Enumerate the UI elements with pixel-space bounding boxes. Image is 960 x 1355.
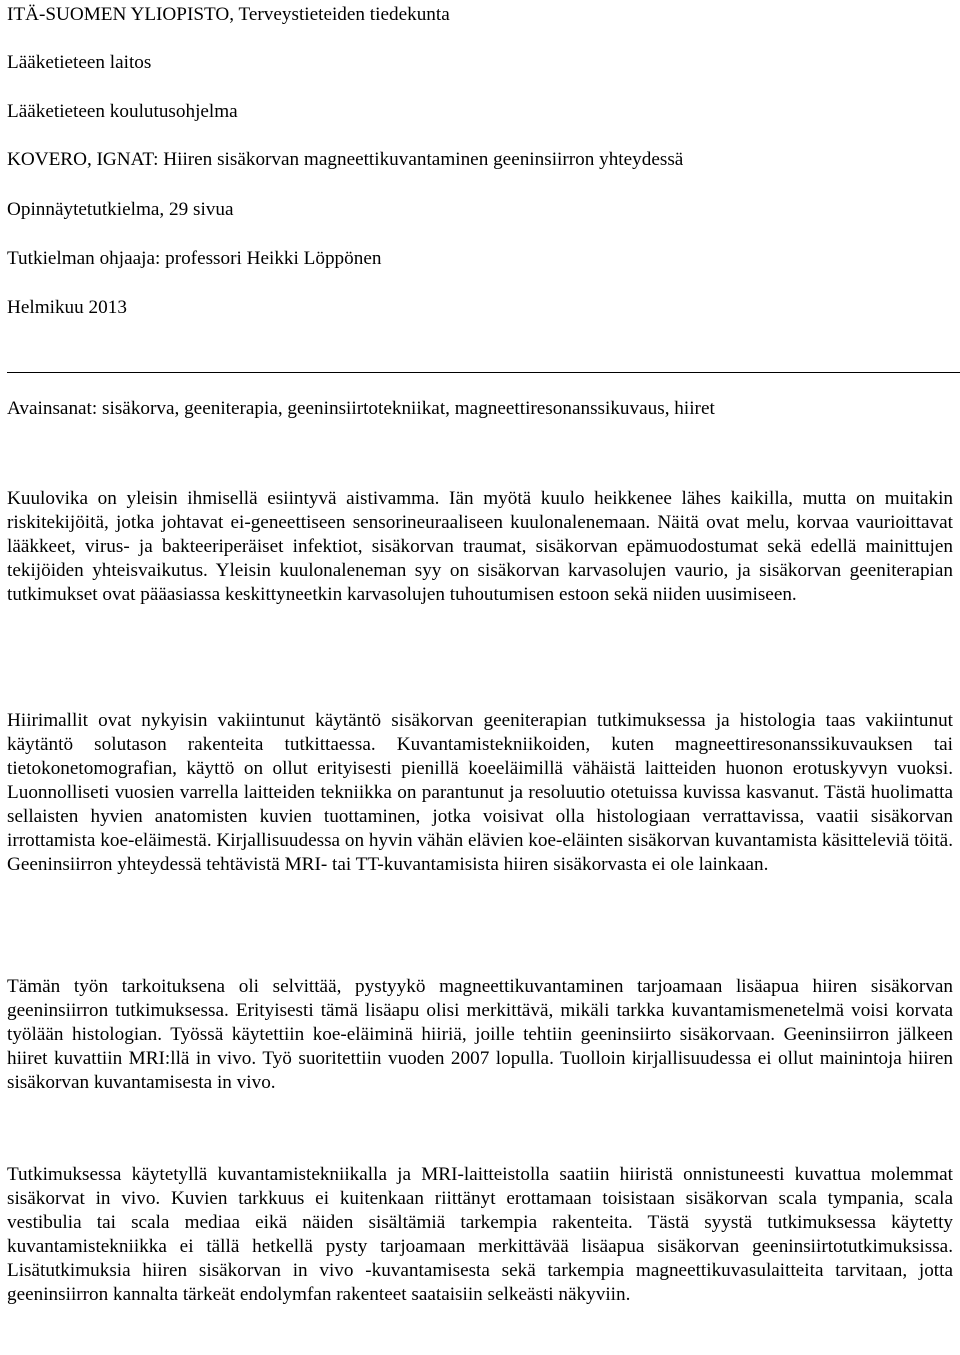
abstract-paragraph: Kuulovika on yleisin ihmisellä esiintyvä aistivamma. Iän myötä kuulo heikkenee lähes kaikilla, mutta on muitakin riskitekijöitä, jotka johtavat ei-geneettiseen sensorineuraaliseen kuulonalenemaan. Näitä ovat melu, korvaa vaurioittavat lääkkeet, virus- ja bakteeriperäiset infektiot, sisäkorvan traumat, sisäkorvan epämuodostumat sekä edellä mainittujen tekijöiden yhteisvaikutus. Yleisin kuulonaleneman syy on sisäkorvan karvasolujen vaurio, ja sisäkorvan geeniterapian tutkimukset ovat pääasiassa keskittyneetkin karvasolujen tuhoutumisen estoon sekä niiden uusimiseen. [7,488,953,605]
abstract-paragraph: Hiirimallit ovat nykyisin vakiintunut käytäntö sisäkorvan geeniterapian tutkimuksessa ja histologia taas vakiintunut käytäntö solutason rakenteita tutkittaessa. Kuvantamistekniikoiden, kuten magneettiresonanssikuvauksen tai tietokonetomografian, käyttö on ollut erityisesti pienillä koeeläimillä vähäistä laitteiden huonon erotuskyvyn vuoksi. Luonnolliseti vuosien varrella laitteiden tekniikka on parantunut ja resoluutio otetuissa kuvissa kasvanut. Tästä huolimatta sellaisten hyvien anatomisten kuvien tuottaminen, jotka voisivat olla histologiaan verrattavissa, vaatii sisäkorvan irrottamista koe-eläimestä. Kirjallisuudessa on hyvin vähän elävien koe-eläinten sisäkorvan kuvantamista käsitteleviä töitä. Geeninsiirron yhteydessä tehtävistä MRI- tai TT-kuvantamisista hiiren sisäkorvasta ei ole lainkaan. [7,710,953,875]
keywords-line [7,397,715,421]
programme-line: Lääketieteen koulutusohjelma [7,101,238,122]
author-title-line: KOVERO, IGNAT: Hiiren sisäkorvan magneettikuvantaminen geeninsiirron yhteydessä [7,149,684,170]
thesis-type-line: Opinnäytetutkielma, 29 sivua [7,199,234,220]
supervisor-line: Tutkielman ohjaaja: professori Heikki Löppönen [7,248,382,269]
abstract-paragraph: Tämän työn tarkoituksena oli selvittää, pystyykö magneettikuvantaminen tarjoamaan lisäapua hiiren sisäkorvan geeninsiirron tutkimuksessa. Erityisesti tämä lisäapu olisi merkittävä, mikäli tarkka kuvantamismenetelmä voisi korvata työlään histologian. Työssä käytettiin koe-eläiminä hiiriä, joille tehtiin geeninsiirto sisäkorvaan. Geeninsiirron jälkeen hiiret kuvattiin MRI:llä in vivo. Työ suoritettiin vuoden 2007 lopulla. Tuolloin kirjallisuudessa ei ollut mainintoja hiiren sisäkorvan kuvantamisesta in vivo. [7,976,953,1093]
abstract-paragraph: Tutkimuksessa käytetyllä kuvantamistekniikalla ja MRI-laitteistolla saatiin hiiristä onnistuneesti kuvattua molemmat sisäkorvat in vivo. Kuvien tarkkuus ei kuitenkaan riittänyt erottamaan toisistaan sisäkorvan scala tympania, scala vestibulia tai scala mediaa eikä näiden sisältämiä tarkempia rakenteita. Tästä syystä tutkimuksessa käytetty kuvantamistekniikka ei tällä hetkellä pysty tarjoamaan merkittävää lisäapua sisäkorvan geeninsiirtotutkimuksissa. Lisätutkimuksia hiiren sisäkorvan in vivo -kuvantamisesta sekä tarkempia magneettikuvasulaitteita tarvitaan, jotta geeninsiirron kannalta tärkeät endolymfan rakenteet saataisiin selkeästi näkyviin. [7,1164,953,1305]
section-divider [7,372,960,373]
university-line: ITÄ-SUOMEN YLIOPISTO, Terveystieteiden tiedekunta [7,4,450,25]
date-line: Helmikuu 2013 [7,297,127,318]
keywords-values: sisäkorva, geeniterapia, geeninsiirtotekniikat, magneettiresonanssikuvaus, hiiret [102,398,715,419]
keywords-label: Avainsanat: [7,398,98,419]
department-line: Lääketieteen laitos [7,52,152,73]
